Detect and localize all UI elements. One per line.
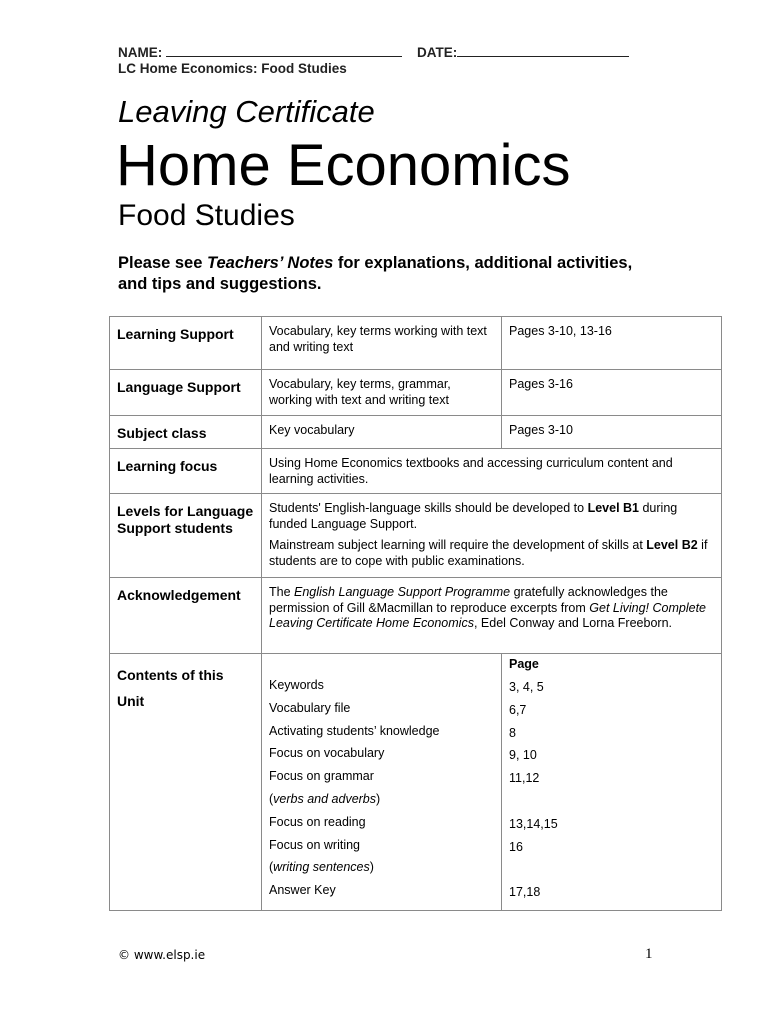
subject-class-desc: Key vocabulary — [262, 416, 502, 449]
contents-label-line1: Contents of this — [117, 667, 224, 683]
contents-item-title: Keywords — [269, 678, 324, 692]
learning-support-label: Learning Support — [110, 317, 262, 370]
name-date-line — [118, 44, 629, 60]
footer-page-number: 1 — [645, 946, 653, 962]
language-support-label: Language Support — [110, 370, 262, 416]
row-contents — [110, 654, 722, 911]
contents-item-title: Answer Key — [269, 883, 336, 898]
row-levels — [110, 494, 722, 578]
contents-item-page: 3, 4, 5 — [509, 680, 544, 694]
contents-item-page — [509, 858, 714, 881]
contents-pages — [509, 676, 714, 904]
title-home-economics: Home Economics — [116, 133, 571, 198]
contents-item-page: 17,18 — [509, 885, 541, 900]
contents-item-page: 6,7 — [509, 702, 527, 717]
learning-support-pages: Pages 3-10, 13-16 — [502, 317, 722, 370]
acknowledgement-label: Acknowledgement — [110, 578, 262, 654]
contents-item-title: Focus on grammar — [269, 769, 374, 784]
contents-item-title: Activating students’ knowledge — [269, 723, 440, 738]
name-label: NAME: — [118, 45, 163, 60]
learning-focus-desc: Using Home Economics textbooks and accessing curriculum content and learning activities. — [262, 449, 722, 494]
contents-item-title: (verbs and adverbs) — [269, 791, 381, 806]
contents-item-page: 11,12 — [509, 771, 540, 786]
course-subtitle: LC Home Economics: Food Studies — [118, 61, 347, 76]
row-learning-focus — [110, 449, 722, 494]
language-support-desc: Vocabulary, key terms, grammar, working with text and writing text — [262, 370, 502, 416]
contents-item-title: Focus on vocabulary — [269, 746, 385, 761]
levels-label: Levels for Language Support students — [110, 494, 262, 578]
contents-label-line2: Unit — [117, 693, 145, 709]
levels-b2-text: Mainstream subject learning will require the development of skills at Level B2 if students are to cope with public examinations. — [269, 538, 708, 568]
contents-label-cell — [110, 654, 262, 911]
levels-b1-text: Students' English-language skills should be developed to Level B1 during funded Language Support. — [269, 501, 678, 531]
teachers-notes-note: Please see Teachers’ Notes for explanations, additional activities, and tips and suggestions. — [118, 254, 633, 293]
contents-item-page — [509, 790, 714, 813]
contents-item-title: Focus on reading — [269, 814, 366, 829]
contents-item-title: (writing sentences) — [269, 860, 374, 875]
row-language-support — [110, 370, 722, 416]
learning-focus-label: Learning focus — [110, 449, 262, 494]
acknowledgement-text: The English Language Support Programme gratefully acknowledges the permission of Gill &Macmillan to reproduce excerpts from Get Living! Complete Leaving Certificate Home Economics, Edel Conway and Lorna Freeborn. — [262, 578, 722, 654]
levels-desc — [262, 494, 722, 578]
title-leaving-certificate: Leaving Certificate — [118, 94, 375, 129]
row-learning-support — [110, 317, 722, 370]
contents-item-page: 8 — [509, 725, 516, 740]
subject-class-pages: Pages 3-10 — [502, 416, 722, 449]
contents-item-page: 9, 10 — [509, 748, 537, 763]
contents-page-header: Page — [509, 657, 539, 671]
date-field[interactable] — [457, 44, 629, 57]
contents-item-page: 16 — [509, 839, 523, 854]
title-food-studies: Food Studies — [118, 199, 295, 232]
footer-copyright: © www.elsp.ie — [118, 948, 206, 962]
learning-support-desc: Vocabulary, key terms working with text and writing text — [262, 317, 502, 370]
contents-pages-cell — [502, 654, 722, 911]
row-acknowledgement — [110, 578, 722, 654]
contents-item-title: Focus on writing — [269, 837, 361, 852]
date-label: DATE: — [417, 45, 458, 60]
language-support-pages: Pages 3-16 — [502, 370, 722, 416]
contents-item-page: 13,14,15 — [509, 816, 558, 831]
name-field[interactable] — [166, 44, 402, 57]
contents-item-title: Vocabulary file — [269, 700, 351, 715]
row-subject-class — [110, 416, 722, 449]
subject-class-label: Subject class — [110, 416, 262, 449]
unit-info-table — [109, 316, 722, 911]
contents-titles — [262, 654, 502, 911]
